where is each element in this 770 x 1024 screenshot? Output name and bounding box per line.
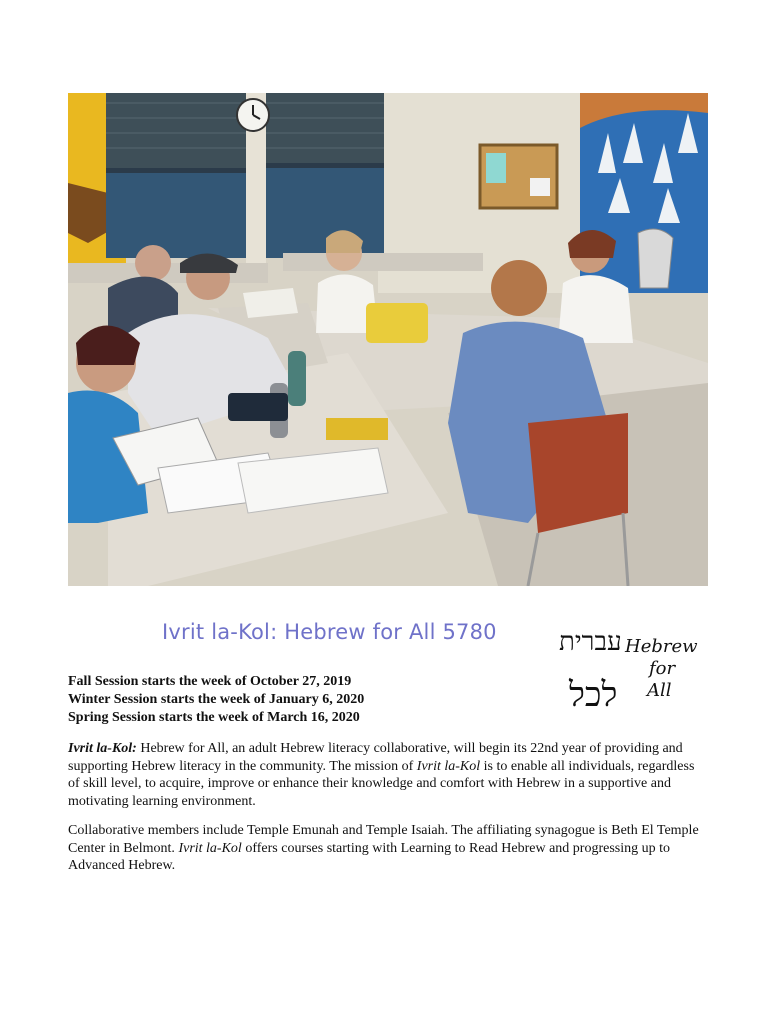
logo-hebrew-top: עברית (559, 627, 622, 657)
mission-lead: Ivrit la-Kol: (68, 741, 137, 756)
logo-text-all: All (647, 680, 672, 701)
mission-text-1: Hebrew for All, an adult Hebrew literacy collaborative, will begin its 22nd year of providing and supporting Hebrew literacy in the community. The mission of (68, 741, 683, 774)
spring-session: Spring Session starts the week of March 16, 2020 (68, 710, 360, 725)
session-dates (68, 673, 538, 727)
hebrew-for-all-logo (555, 612, 700, 717)
fall-session: Fall Session starts the week of October 27, 2019 (68, 674, 352, 689)
mission-paragraph (68, 740, 708, 810)
mission-text-2: is to enable all individuals, regardless of skill level, to acquire, improve or enhance their knowledge and comfort with Hebrew in a supportive and motivating learning environment. (68, 758, 695, 809)
mission-name: Ivrit la-Kol (416, 758, 481, 774)
members-paragraph (68, 822, 708, 875)
members-text-1: Collaborative members include Temple Emunah and Temple Isaiah. The affiliating synagogue is Beth El Temple Center in Belmont. (68, 823, 699, 856)
page-title: Ivrit la-Kol: Hebrew for All 5780 (162, 620, 497, 644)
classroom-photo (68, 93, 708, 586)
members-name: Ivrit la-Kol (178, 840, 242, 856)
logo-text-for: for (649, 658, 676, 679)
logo-hebrew-bottom: לכל (569, 675, 618, 715)
logo-text-hebrew: Hebrew (625, 636, 698, 657)
members-text-2: offers courses starting with Learning to Read Hebrew and progressing up to Advanced Hebrew. (68, 840, 671, 873)
winter-session: Winter Session starts the week of January 6, 2020 (68, 692, 365, 707)
classroom-photo-illustration (68, 93, 708, 586)
